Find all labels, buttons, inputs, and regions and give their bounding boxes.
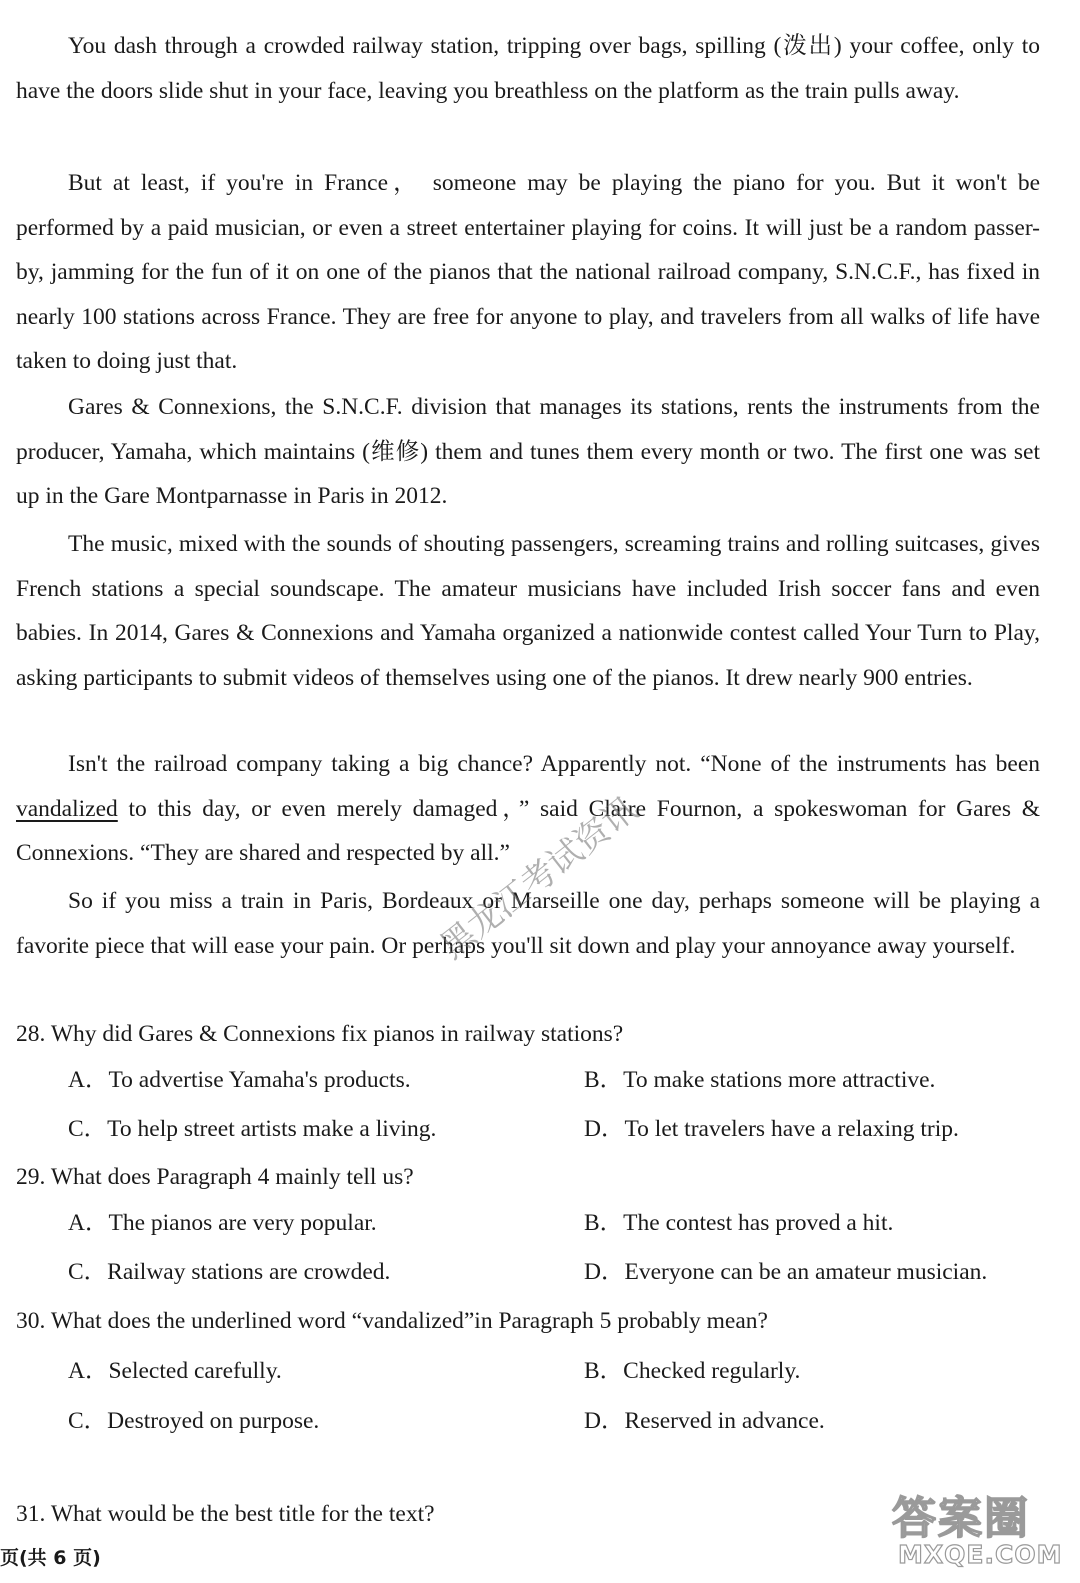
question-30-option-c: C．Destroyed on purpose. (68, 1408, 320, 1434)
question-28-option-b: B．To make stations more attractive. (584, 1067, 936, 1093)
question-30-stem: 30. What does the underlined word “vandalized”in Paragraph 5 probably mean? (16, 1308, 768, 1334)
paragraph-5-text-before: Isn't the railroad company taking a big chance? Apparently not. “None of the instruments has been (68, 751, 1040, 777)
question-30-option-b: B．Checked regularly. (584, 1358, 801, 1384)
passage-paragraph-6: So if you miss a train in Paris, Bordeaux or Marseille one day, perhaps someone will be playing a favorite piece that will ease your pain. Or perhaps you'll sit down and play your annoyance away yourself. (16, 888, 1040, 959)
question-30-option-d: D．Reserved in advance. (584, 1408, 825, 1434)
page-footer: 页(共 6 页) (0, 1547, 101, 1569)
paragraph-5-text-after: to this day, or even merely damaged，” said Claire Fournon, a spokeswoman for Gares & Connexions. “They are shared and respected by all.” (16, 795, 1040, 866)
question-28-option-a: A．To advertise Yamaha's products. (68, 1067, 411, 1093)
question-28-option-c: C．To help street artists make a living. (68, 1116, 437, 1142)
passage-paragraph-4: The music, mixed with the sounds of shouting passengers, screaming trains and rolling suitcases, gives French stations a special soundscape. The amateur musicians have included Irish soccer fans and even babies. In 2014, Gares & Connexions and Yamaha organized a nationwide contest called Your Turn to Play, asking participants to submit videos of themselves using one of the pianos. It drew nearly 900 entries. (16, 531, 1040, 691)
watermark-logo-bottom: MXQE.COM (898, 1540, 1063, 1569)
question-28-stem: 28. Why did Gares & Connexions fix pianos in railway stations? (16, 1021, 624, 1047)
question-29-option-b: B．The contest has proved a hit. (584, 1210, 894, 1236)
watermark-logo (892, 1478, 1074, 1583)
question-29-stem: 29. What does Paragraph 4 mainly tell us? (16, 1164, 414, 1190)
question-29-option-d: D．Everyone can be an amateur musician. (584, 1259, 988, 1285)
passage-paragraph-5 (16, 742, 1040, 876)
watermark-logo-top: 答案圈 (892, 1493, 1030, 1544)
watermark-text: 黑龙江考试资讯 (432, 788, 646, 968)
passage-paragraph-1: You dash through a crowded railway station, tripping over bags, spilling (泼出) your coffee, only to have the doors slide shut in your face, leaving you breathless on the platform as the train pulls away. (16, 33, 1040, 104)
question-30-option-a: A．Selected carefully. (68, 1358, 282, 1384)
question-28-option-d: D．To let travelers have a relaxing trip. (584, 1116, 959, 1142)
question-29-option-c: C．Railway stations are crowded. (68, 1259, 391, 1285)
underlined-word: vandalized (16, 795, 118, 822)
passage-paragraph-3: Gares & Connexions, the S.N.C.F. division that manages its stations, rents the instruments from the producer, Yamaha, which maintains (维修) them and tunes them every month or two. The first one was set up in the Gare Montparnasse in Paris in 2012. (16, 394, 1040, 509)
passage-paragraph-2: But at least, if you're in France， someone may be playing the piano for you. But it won't be performed by a paid musician, or even a street entertainer playing for coins. It will just be a random passer-by, jamming for the fun of it on one of the pianos that the national railroad company, S.N.C.F., has fixed in nearly 100 stations across France. They are free for anyone to play, and travelers from all walks of life have taken to doing just that. (16, 170, 1040, 374)
question-29-option-a: A．The pianos are very popular. (68, 1210, 377, 1236)
question-31-stem: 31. What would be the best title for the text? (16, 1501, 435, 1527)
